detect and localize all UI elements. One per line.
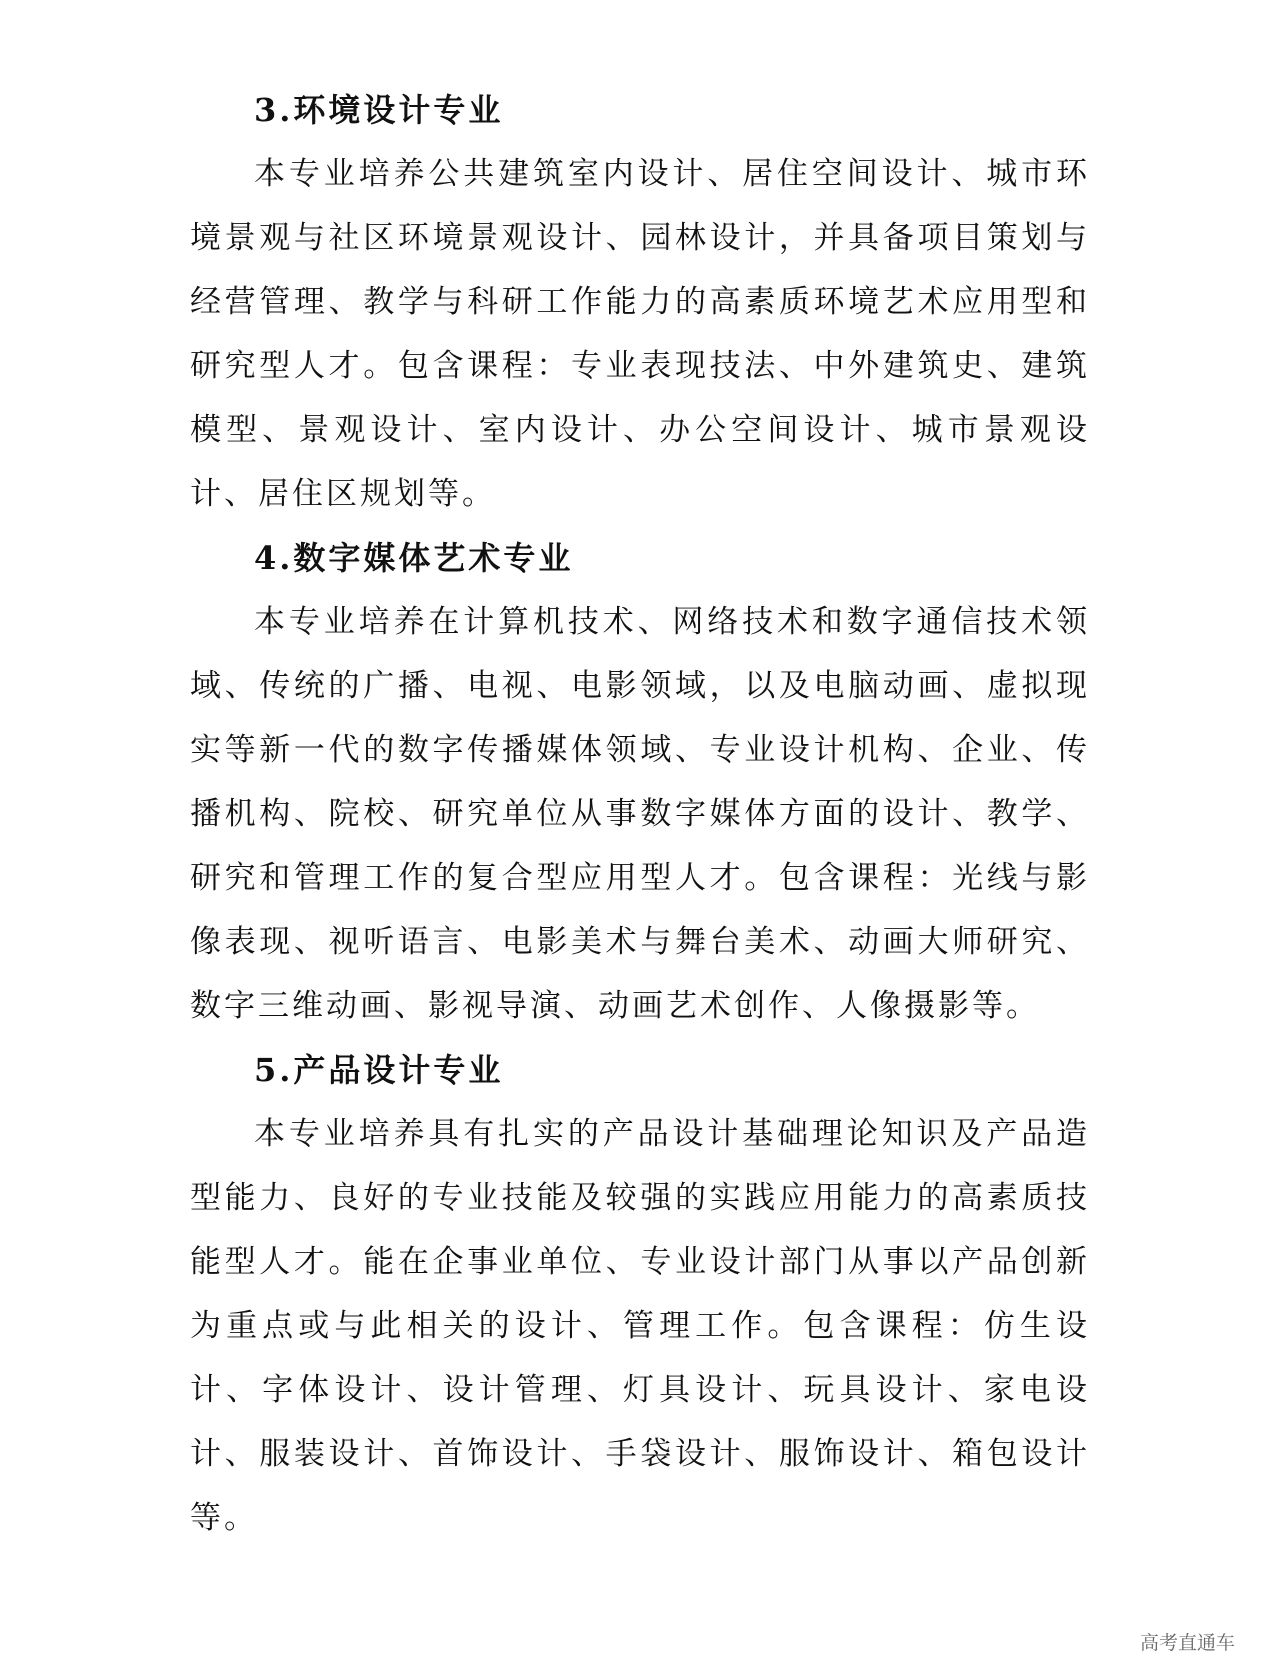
section-paragraph: 本专业培养在计算机技术、网络技术和数字通信技术领域、传统的广播、电视、电影领域，以及电脑动画、虚拟现实等新一代的数字传播媒体领域、专业设计机构、企业、传播机构、院校、研究单位从事数字媒体方面的设计、教学、研究和管理工作的复合型应用型人才。包含课程：光线与影像表现、视听语言、电影美术与舞台美术、动画大师研究、数字三维动画、影视导演、动画艺术创作、人像摄影等。 — [190, 604, 1090, 1024]
document-body — [190, 78, 1090, 1550]
section-product-design — [190, 1038, 1090, 1550]
section-paragraph: 本专业培养公共建筑室内设计、居住空间设计、城市环境景观与社区环境景观设计、园林设计，并具备项目策划与经营管理、教学与科研工作能力的高素质环境艺术应用型和研究型人才。包含课程：专业表现技法、中外建筑史、建筑模型、景观设计、室内设计、办公空间设计、城市景观设计、居住区规划等。 — [190, 156, 1090, 512]
section-heading: 4.数字媒体艺术专业 — [254, 539, 574, 577]
section-paragraph: 本专业培养具有扎实的产品设计基础理论知识及产品造型能力、良好的专业技能及较强的实践应用能力的高素质技能型人才。能在企事业单位、专业设计部门从事以产品创新为重点或与此相关的设计、管理工作。包含课程：仿生设计、字体设计、设计管理、灯具设计、玩具设计、家电设计、服装设计、首饰设计、手袋设计、服饰设计、箱包设计等。 — [190, 1116, 1090, 1536]
watermark-text: 高考直通车 — [1140, 1632, 1236, 1654]
section-environment-design — [190, 78, 1090, 526]
section-heading: 3.环境设计专业 — [254, 91, 504, 129]
section-digital-media-art — [190, 526, 1090, 1038]
section-heading: 5.产品设计专业 — [254, 1051, 504, 1089]
